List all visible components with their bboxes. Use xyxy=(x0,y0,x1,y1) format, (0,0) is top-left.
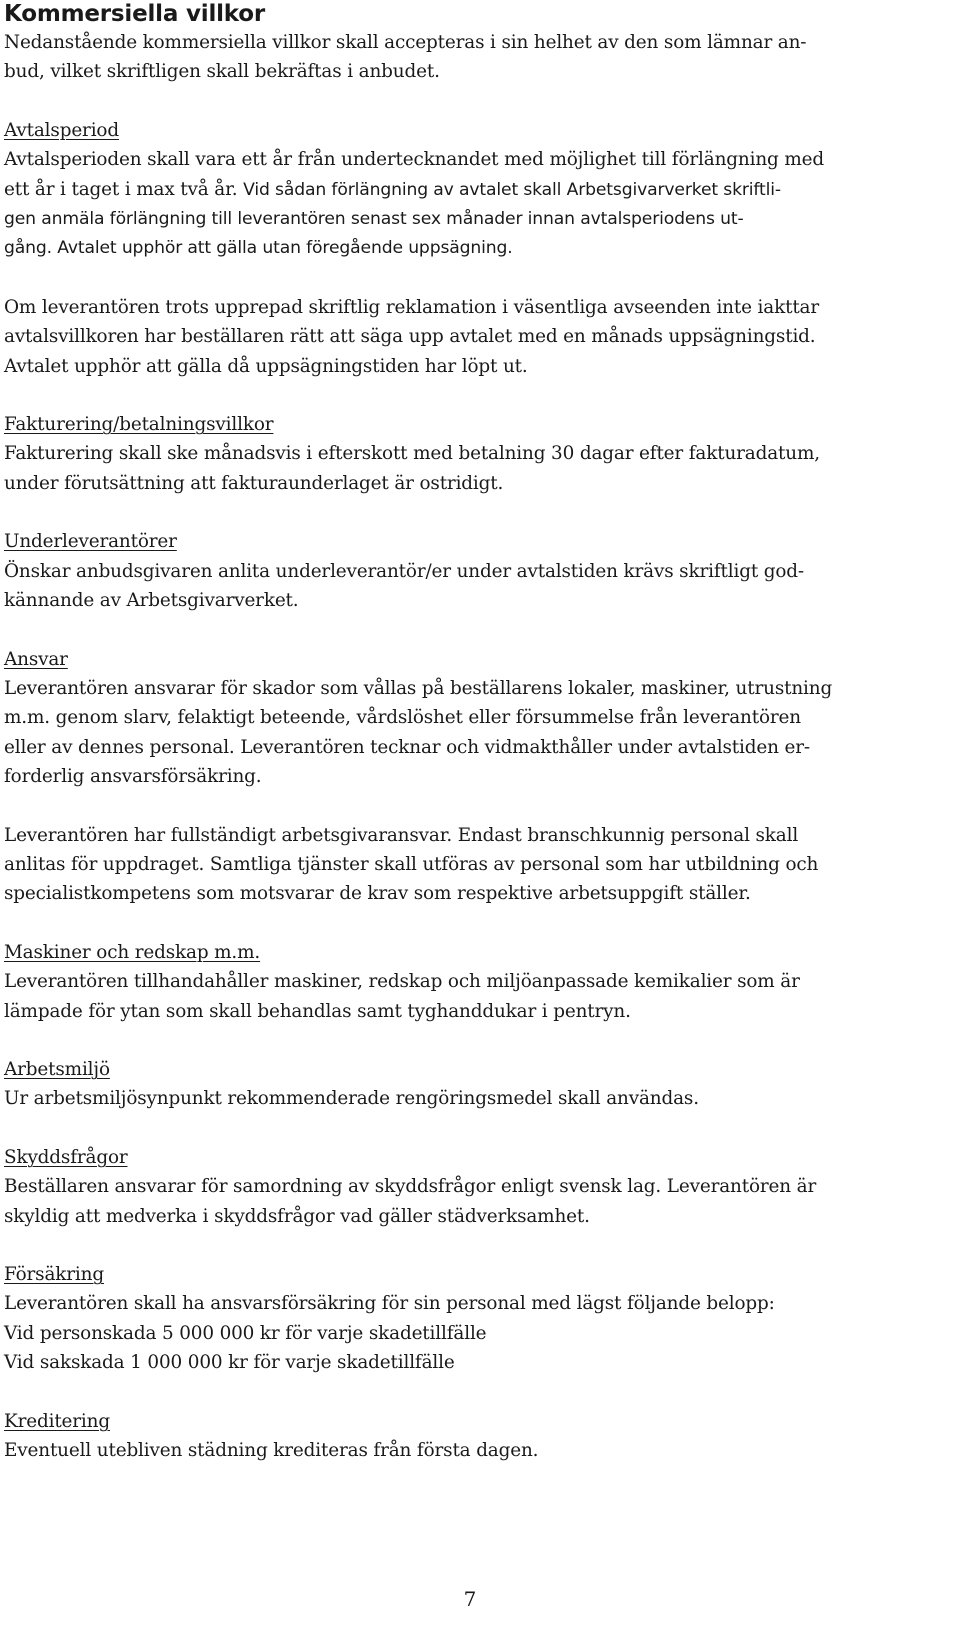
section-line: Ur arbetsmiljösynpunkt rekommenderade rengöringsmedel skall användas. xyxy=(4,1088,699,1110)
section-line: Avtalsperioden skall vara ett år från undertecknandet med möjlighet till förlängning med xyxy=(4,149,824,171)
section-line: specialistkompetens som motsvarar de krav som respektive arbetsuppgift ställer. xyxy=(4,883,751,905)
section-line: Vid sakskada 1 000 000 kr för varje skadetillfälle xyxy=(4,1352,455,1374)
section-line xyxy=(4,175,944,205)
section-line-tail: Vid sådan förlängning av avtalet skall Arbetsgivarverket skriftli- xyxy=(243,179,781,200)
section-kreditering xyxy=(4,1407,944,1466)
section-line: kännande av Arbetsgivarverket. xyxy=(4,590,299,612)
section-heading-ansvar: Ansvar xyxy=(4,648,68,670)
section-line: Eventuell utebliven städning krediteras från första dagen. xyxy=(4,1440,539,1462)
section-line: Fakturering skall ske månadsvis i efterskott med betalning 30 dagar efter fakturadatum, xyxy=(4,443,820,465)
section-fakturering xyxy=(4,410,944,498)
section-line: skyldig att medverka i skyddsfrågor vad gäller städverksamhet. xyxy=(4,1205,590,1227)
page-title: Kommersiella villkor xyxy=(4,1,266,27)
document-page xyxy=(4,0,944,1465)
section-line: Avtalet upphör att gälla då uppsägningstiden har löpt ut. xyxy=(4,355,528,377)
section-ansvar xyxy=(4,645,944,792)
section-heading-forsakring: Försäkring xyxy=(4,1264,104,1285)
section-line: Leverantören skall ha ansvarsförsäkring för sin personal med lägst följande belopp: xyxy=(4,1293,775,1315)
paragraph-avtalsperiod-termination xyxy=(4,293,944,381)
section-line: under förutsättning att fakturaunderlaget är ostridigt. xyxy=(4,472,504,494)
section-avtalsperiod xyxy=(4,116,944,264)
section-heading-underleverantorer: Underleverantörer xyxy=(4,531,177,553)
section-line: avtalsvillkoren har beställaren rätt att säga upp avtalet med en månads uppsägningstid. xyxy=(4,326,816,348)
section-heading-avtalsperiod: Avtalsperiod xyxy=(4,119,119,141)
section-line: Leverantören ansvarar för skador som vållas på beställarens lokaler, maskiner, utrustning xyxy=(4,677,833,699)
section-line: forderlig ansvarsförsäkring. xyxy=(4,766,262,788)
section-line: Leverantören tillhandahåller maskiner, redskap och miljöanpassade kemikalier som är xyxy=(4,971,800,993)
section-heading-skyddsfragor: Skyddsfrågor xyxy=(4,1146,128,1168)
section-maskiner xyxy=(4,938,944,1026)
section-line: Om leverantören trots upprepad skriftlig reklamation i väsentliga avseenden inte iakttar xyxy=(4,296,820,318)
section-line: eller av dennes personal. Leverantören tecknar och vidmakthåller under avtalstiden er- xyxy=(4,736,810,758)
section-line-head: ett år i taget i max två år. xyxy=(4,178,244,200)
page-number: 7 xyxy=(463,1587,477,1611)
section-heading-kreditering: Kreditering xyxy=(4,1410,110,1432)
section-line: gång. Avtalet upphör att gälla utan föregående uppsägning. xyxy=(4,238,513,259)
section-arbetsmiljo xyxy=(4,1055,944,1114)
section-line: m.m. genom slarv, felaktigt beteende, vårdslöshet eller försummelse från leverantören xyxy=(4,707,801,729)
section-forsakring xyxy=(4,1260,944,1378)
section-line: Leverantören har fullständigt arbetsgivaransvar. Endast branschkunnig personal skall xyxy=(4,824,799,846)
section-skyddsfragor xyxy=(4,1143,944,1231)
section-underleverantorer xyxy=(4,527,944,615)
intro-line: Nedanstående kommersiella villkor skall accepteras i sin helhet av den som lämnar an- xyxy=(4,32,807,53)
section-line: lämpade för ytan som skall behandlas samt tyghanddukar i pentryn. xyxy=(4,1000,631,1022)
section-heading-maskiner: Maskiner och redskap m.m. xyxy=(4,941,261,963)
intro-paragraph xyxy=(4,28,944,87)
section-line: anlitas för uppdraget. Samtliga tjänster skall utföras av personal som har utbildning och xyxy=(4,853,819,875)
section-line: Vid personskada 5 000 000 kr för varje skadetillfälle xyxy=(4,1322,487,1344)
section-heading-fakturering: Fakturering/betalningsvillkor xyxy=(4,414,274,436)
section-line: Önskar anbudsgivaren anlita underleverantör/er under avtalstiden krävs skriftligt god- xyxy=(4,560,804,582)
intro-line: bud, vilket skriftligen skall bekräftas i anbudet. xyxy=(4,61,440,83)
section-line: Beställaren ansvarar för samordning av skyddsfrågor enligt svensk lag. Leverantören är xyxy=(4,1176,817,1198)
section-line: gen anmäla förlängning till leverantören senast sex månader innan avtalsperiodens ut- xyxy=(4,209,744,230)
paragraph-ansvar-employer xyxy=(4,821,944,909)
section-heading-arbetsmiljo: Arbetsmiljö xyxy=(4,1058,110,1080)
